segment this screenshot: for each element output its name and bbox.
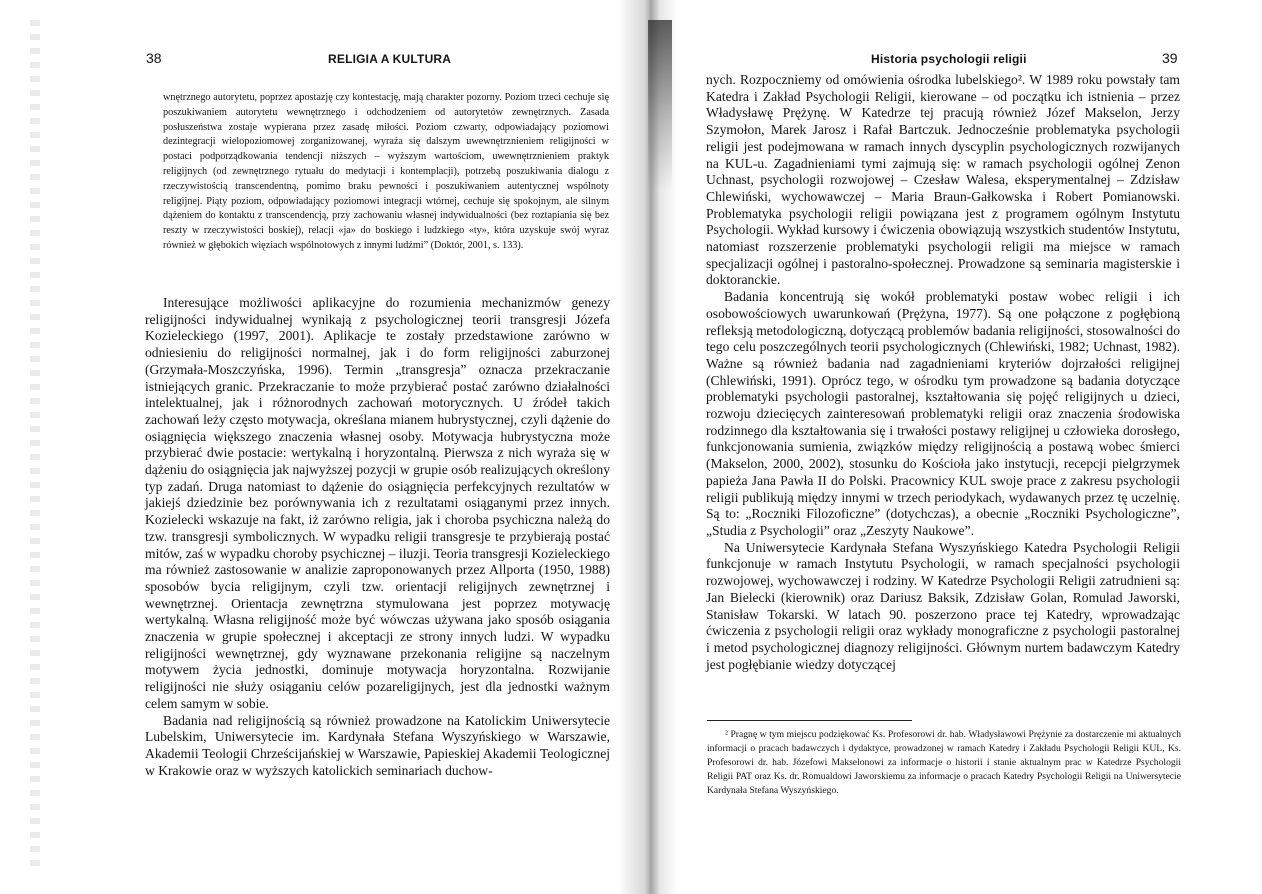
left-paragraph-1: Interesujące możliwości aplikacyjne do rozumienia mechanizmów genezy religijności indywidualnej wynikają z psychologicznej teorii transgresji Józefa Kozieleckiego (1997, 2001). Aplikacje te zostały przedstawione zarówno w odniesieniu do religijności normalnej, jak i do form religijności zaburzonej (Grzymała-Moszczyńska, 1996). Termin „transgresja” oznacza przekraczanie istniejących granic. Przekraczanie to może przybierać postać zarówno działalności intelektualnej, jak i różnorodnych zachowań motorycznych. U źródeł takich zachowań leży często motywacja, określana mianem hubrystycznej, czyli dążenie do osiągnięcia większego znaczenia własnej osoby. Motywacja hubrystyczna może przybierać dwie postacie: wertykalną i horyzontalną. Pierwsza z nich wyraża się w dążeniu do osiągnięcia jak najwyższej pozycji w grupie osób realizujących określony typ zadań. Druga natomiast to dążenie do osiągnięcia perfekcyjnych rezultatów w jakiejś dziedzinie bez porównywania ich z rezultatami osiąganymi przez innych. Kozielecki wskazuje na fakt, iż zarówno religia, jak i choroba psychiczna należą do tzw. transgresji symbolicznych. W wypadku religii transgresje te przybierają postać mitów, zaś w wypadku choroby psychicznej – iluzji. Teoria transgresji Kozieleckiego ma również zastosowanie w analizie zaproponowanych przez Allporta (1950, 1988) sposobów bycia religijnym, czyli tzw. orientacji religijnych zewnętrznej i wewnętrznej. Orientacja zewnętrzna stymulowana jest poprzez motywację wertykalną. Własna religijność może być wówczas używana jako sposób osiągania znaczenia w grupie społecznej i akceptacji ze strony innych ludzi. W wypadku religijności wewnętrznej, gdy wyznawane przekonania religijne są naczelnym motywem życia jednostki, dominuje motywacja horyzontalna. Rozwijanie religijności nie służy osiąganiu celów pozareligijnych, jest dla jednostki ważnym celem samym w sobie. (145, 295, 610, 711)
right-paragraph-3: Na Uniwersytecie Kardynała Stefana Wyszyńskiego Katedra Psychologii Religii funkcjonuje w ramach Instytutu Psychologii, w ramach specjalności psychologii rozwojowej, wychowawczej i rodziny. W Katedrze Psychologii Religii zatrudnieni są: Jan Bielecki (kierownik) oraz Dariusz Baksik, Zdzisław Golan, Romulad Jaworski, Stanisław Tokarski. W latach 90. poszerzono prace tej Katedry, wprowadzając ćwiczenia z psychologii religii oraz wykłady monograficzne z psychologii pastoralnej i metod psychologicznej diagnozy religijności. Głównym nurtem badawczym Katedry jest pogłębianie wiedzy dotyczącej (706, 539, 1180, 672)
footnote-rule (707, 720, 912, 721)
right-page-number: 39 (1162, 50, 1178, 66)
footnote (707, 728, 1181, 798)
right-paragraph-1-cont: W 1989 roku powstały tam Katedra i Zakład Psychologii Religii, kierowane – od początku ich istnienia – przez Władysławę Prężynę. W Katedrze tej pracują również Józef Makselon, Jerzy Szymołon, Marek Jarosz i Rafał Bartczuk. Jednocześnie problematyka psychologii religii jest podejmowana w ramach innych dyscyplin psychologicznych rozwijanych na KUL-u. Zagadnieniami tymi zajmują się: w ramach psychologii ogólnej Zenon Uchnast, psychologii rozwojowej – Czesław Walesa, eksperymentalnej – Zdzisław Chlewiński, wychowawczej – Maria Braun-Gałkowska i Robert Pomianowski. Problematyka psychologii religii powiązana jest z programem ogólnym Instytutu Psychologii. Wykład kursowy i ćwiczenia obowiązują wszystkich studentów Instytutu, natomiast rozszerzenie problematyki psychologii religii ma miejsce w ramach specjalizacji ogólnej i pastoralno-społecznej. Prowadzone są seminaria magisterskie i doktoranckie. (706, 72, 1181, 288)
right-running-head: Historia psychologii religii (871, 52, 1027, 66)
right-paragraph-1 (706, 72, 1180, 289)
page-edge-shadow (30, 20, 40, 870)
right-paragraph-1-start: nych. Rozpoczniemy od omówienia ośrodka lubelskiego². (706, 72, 1026, 87)
left-running-head: RELIGIA A KULTURA (328, 52, 452, 66)
right-body-text (706, 72, 1180, 673)
left-paragraph-2: Badania nad religijnością są również prowadzone na Katolickim Uniwersytecie Lubelskim, Uniwersytecie im. Kardynała Stefana Wyszyńskiego w Warszawie, Akademii Teologii Chrześcijańskiej w Warszawie, Papieskiej Akademii Teologicznej w Krakowie oraz w wyższych katolickich seminariach duchow- (145, 712, 610, 778)
quote-text: wnętrznego autorytetu, poprzez apostazję czy kontestację, mają charakter pozorny. Poziom trzeci cechuje się poszukiwaniem autorytetu wewnętrznego i odchodzeniem od autorytetów zewnętrznych. Zasada posłuszeństwa zostaje wypierana przez zasadę miłości. Poziom czwarty, odpowiadający poziomowi dezintegracji wielopoziomowej zorganizowanej, wyraża się dalszym uwewnętrznieniem religijności w postaci podporządkowania tendencji niższych – wyższym wartościom, uwewnętrznieniem praktyk religijnych (od zewnętrznego rytuału do medytacji i kontemplacji), potrzebą poszukiwania dialogu z rzeczywistością transcendentną, pomimo braku pewności i poszukiwaniem autentycznej wspólnoty religijnej. Piąty poziom, odpowiadający poziomowi integracji wtórnej, cechuje się spokojnym, ale silnym dążeniem do kontaktu z transcendencją, przy zachowaniu własnej indywidualności (bez roztapiania się bez reszty w rzeczywistości boskiej), relacji «ja» do boskiego i ludzkiego «ty», która uzyskuje swój wyraz również w głębokich więziach wspólnotowych z innymi ludźmi” (Doktór, 2001, s. 133). (163, 92, 609, 251)
footnote-text: ² Pragnę w tym miejscu podziękować Ks. Profesorowi dr. hab. Władysławowi Prężynie za dostarczenie mi aktualnych informacji o pracach badawczych i dydaktyce, prowadzonej w ramach Katedry i Zakładu Psychologii Religii KUL, Ks. Profesorowi dr. hab. Józefowi Makselonowi za informacje o historii i stanie aktualnym prac w Katedrze Psychologii Religii PAT oraz Ks. dr. Romualdowi Jaworskiemu za informacje o pracach Katedry Psychologii Religii na Uniwersytecie Kardynała Stefana Wyszyńskiego. (707, 729, 1181, 796)
left-page-number: 38 (146, 50, 162, 66)
block-quote (163, 91, 609, 254)
left-body-text (145, 295, 610, 779)
right-paragraph-2: Badania koncentrują się wokół problematyki postaw wobec religii i ich osobowościowych uwarunkowań (Prężyna, 1977). Są one połączone z pogłębioną refleksją metodologiczną, dotyczącą problemów badania religijności, stosowalności do tego celu poszczególnych teorii psychologicznych (Chlewiński, 1982; Uchnast, 1982). Ważne są również badania nad zagadnieniami kryteriów dojrzałości religijnej (Chlewiński, 1991). Oprócz tego, w ośrodku tym prowadzone są badania dotyczące problematyki psychologii pastoralnej, kształtowania się pojęć religijnych u dzieci, rozwoju dziecięcych zainteresowań problematyki religii oraz znaczenia środowiska rodzinnego dla kształtowania się i trwałości postawy religijnej u człowieka dorosłego, funkcjonowania sumienia, związków między religijnością a postawą wobec śmierci (Makselon, 2000, 2002), stosunku do Kościoła jako instytucji, recepcji pielgrzymek papieża Jana Pawła II do Polski. Pracownicy KUL swoje prace z zakresu psychologii religii publikują między innymi w trzech periodykach, wydawanych przez tę uczelnię. Są to: „Roczniki Filozoficzne” (dotychczas), a obecnie „Roczniki Psychologiczne”, „Studia z Psychologii” oraz „Zeszyty Naukowe”. (706, 289, 1180, 538)
